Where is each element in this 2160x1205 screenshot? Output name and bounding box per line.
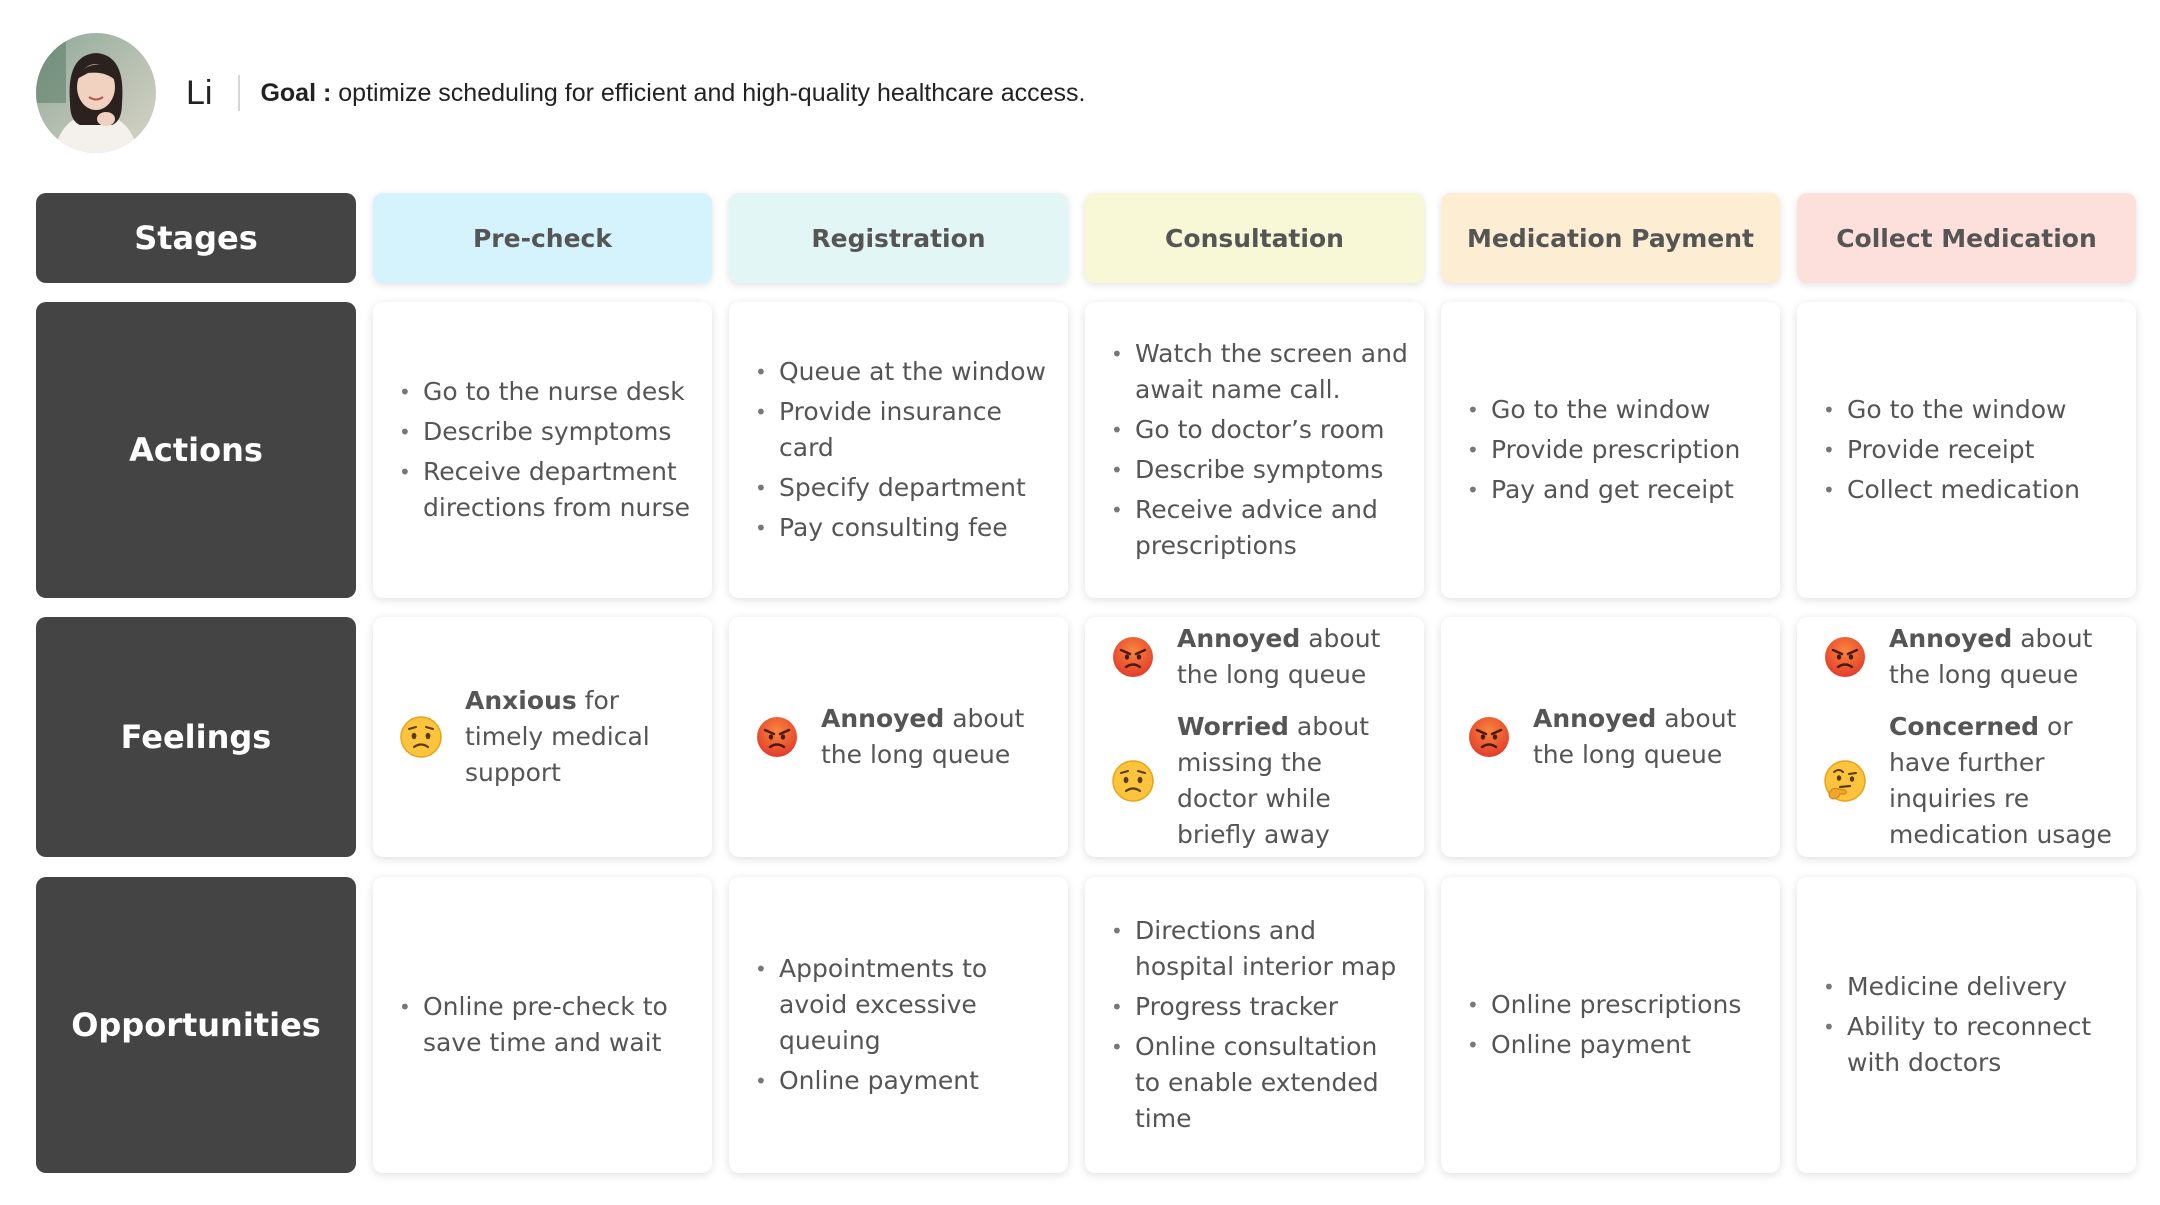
feeling-rest: about the long queue — [1177, 624, 1381, 689]
list-item: • Go to the window — [1467, 392, 1766, 428]
list-item: • Progress tracker — [1111, 989, 1410, 1025]
persona-header — [36, 33, 1085, 153]
feeling-item — [1111, 621, 1410, 693]
stage-header-registration: Registration — [729, 193, 1068, 283]
opportunities-card-medication-payment — [1441, 877, 1780, 1173]
feelings-card-medication-payment — [1441, 617, 1780, 857]
list-item: • Ability to reconnect with doctors — [1823, 1009, 2122, 1081]
actions-card-precheck — [373, 302, 712, 598]
anxious-face-icon — [399, 715, 443, 759]
header-divider — [238, 75, 240, 111]
list-item: • Receive department directions from nurse — [399, 454, 698, 526]
feeling-item — [1467, 701, 1766, 773]
list-item: • Queue at the window — [755, 354, 1054, 390]
list-item: • Online payment — [755, 1063, 1054, 1099]
actions-card-consultation — [1085, 302, 1424, 598]
feeling-strong: Annoyed — [1533, 704, 1657, 733]
list-item: • Pay and get receipt — [1467, 472, 1766, 508]
angry-face-icon — [1467, 715, 1511, 759]
list-item: • Appointments to avoid excessive queuing — [755, 951, 1054, 1059]
list-item: • Go to the nurse desk — [399, 374, 698, 410]
list-item: • Specify department — [755, 470, 1054, 506]
stage-header-precheck: Pre-check — [373, 193, 712, 283]
feeling-rest: or have further inquiries re medication usage — [1889, 712, 2112, 849]
list-item: • Receive advice and prescriptions — [1111, 492, 1410, 564]
list-item: • Provide prescription — [1467, 432, 1766, 468]
opportunities-card-collect-medication — [1797, 877, 2136, 1173]
feeling-rest: for timely medical support — [465, 686, 650, 787]
feeling-item — [1111, 709, 1410, 853]
avatar — [36, 33, 156, 153]
feeling-strong: Annoyed — [821, 704, 945, 733]
feeling-rest: about the long queue — [1533, 704, 1737, 769]
list-item: • Provide insurance card — [755, 394, 1054, 466]
feeling-strong: Annoyed — [1889, 624, 2013, 653]
angry-face-icon — [1823, 635, 1867, 679]
feeling-item — [1823, 621, 2122, 693]
list-item: • Online pre-check to save time and wait — [399, 989, 698, 1061]
list-item: • Describe symptoms — [399, 414, 698, 450]
list-item: • Go to the window — [1823, 392, 2122, 428]
persona-name: Li — [186, 73, 213, 112]
row-header-feelings: Feelings — [36, 617, 356, 857]
opportunities-card-consultation — [1085, 877, 1424, 1173]
list-item: • Pay consulting fee — [755, 510, 1054, 546]
row-header-stages: Stages — [36, 193, 356, 283]
list-item: • Watch the screen and await name call. — [1111, 336, 1410, 408]
list-item: • Go to doctor’s room — [1111, 412, 1410, 448]
feeling-strong: Anxious — [465, 686, 577, 715]
thinking-face-icon — [1823, 759, 1867, 803]
list-item: • Medicine delivery — [1823, 969, 2122, 1005]
row-header-opportunities: Opportunities — [36, 877, 356, 1173]
list-item: • Collect medication — [1823, 472, 2122, 508]
feeling-rest: about the long queue — [821, 704, 1025, 769]
goal-text: optimize scheduling for efficient and high-quality healthcare access. — [331, 78, 1086, 107]
list-item: • Online prescriptions — [1467, 987, 1766, 1023]
list-item: • Directions and hospital interior map — [1111, 913, 1410, 985]
feeling-item — [399, 683, 698, 791]
stage-header-consultation: Consultation — [1085, 193, 1424, 283]
feeling-item — [1823, 709, 2122, 853]
stage-header-medication-payment: Medication Payment — [1441, 193, 1780, 283]
actions-card-collect-medication — [1797, 302, 2136, 598]
stage-header-collect-medication: Collect Medication — [1797, 193, 2136, 283]
angry-face-icon — [755, 715, 799, 759]
opportunities-card-registration — [729, 877, 1068, 1173]
feeling-strong: Worried — [1177, 712, 1289, 741]
feeling-rest: about the long queue — [1889, 624, 2093, 689]
list-item: • Describe symptoms — [1111, 452, 1410, 488]
feeling-item — [755, 701, 1054, 773]
worried-face-icon — [1111, 759, 1155, 803]
feelings-card-collect-medication — [1797, 617, 2136, 857]
feeling-strong: Annoyed — [1177, 624, 1301, 653]
list-item: • Online payment — [1467, 1027, 1766, 1063]
feelings-card-consultation — [1085, 617, 1424, 857]
actions-card-registration — [729, 302, 1068, 598]
persona-goal — [260, 79, 1085, 108]
feelings-card-registration — [729, 617, 1068, 857]
actions-card-medication-payment — [1441, 302, 1780, 598]
list-item: • Provide receipt — [1823, 432, 2122, 468]
feeling-strong: Concerned — [1889, 712, 2040, 741]
opportunities-card-precheck — [373, 877, 712, 1173]
angry-face-icon — [1111, 635, 1155, 679]
feelings-card-precheck — [373, 617, 712, 857]
goal-label: Goal : — [260, 78, 332, 107]
feeling-rest: about missing the doctor while briefly away — [1177, 712, 1370, 849]
list-item: • Online consultation to enable extended time — [1111, 1029, 1410, 1137]
row-header-actions: Actions — [36, 302, 356, 598]
